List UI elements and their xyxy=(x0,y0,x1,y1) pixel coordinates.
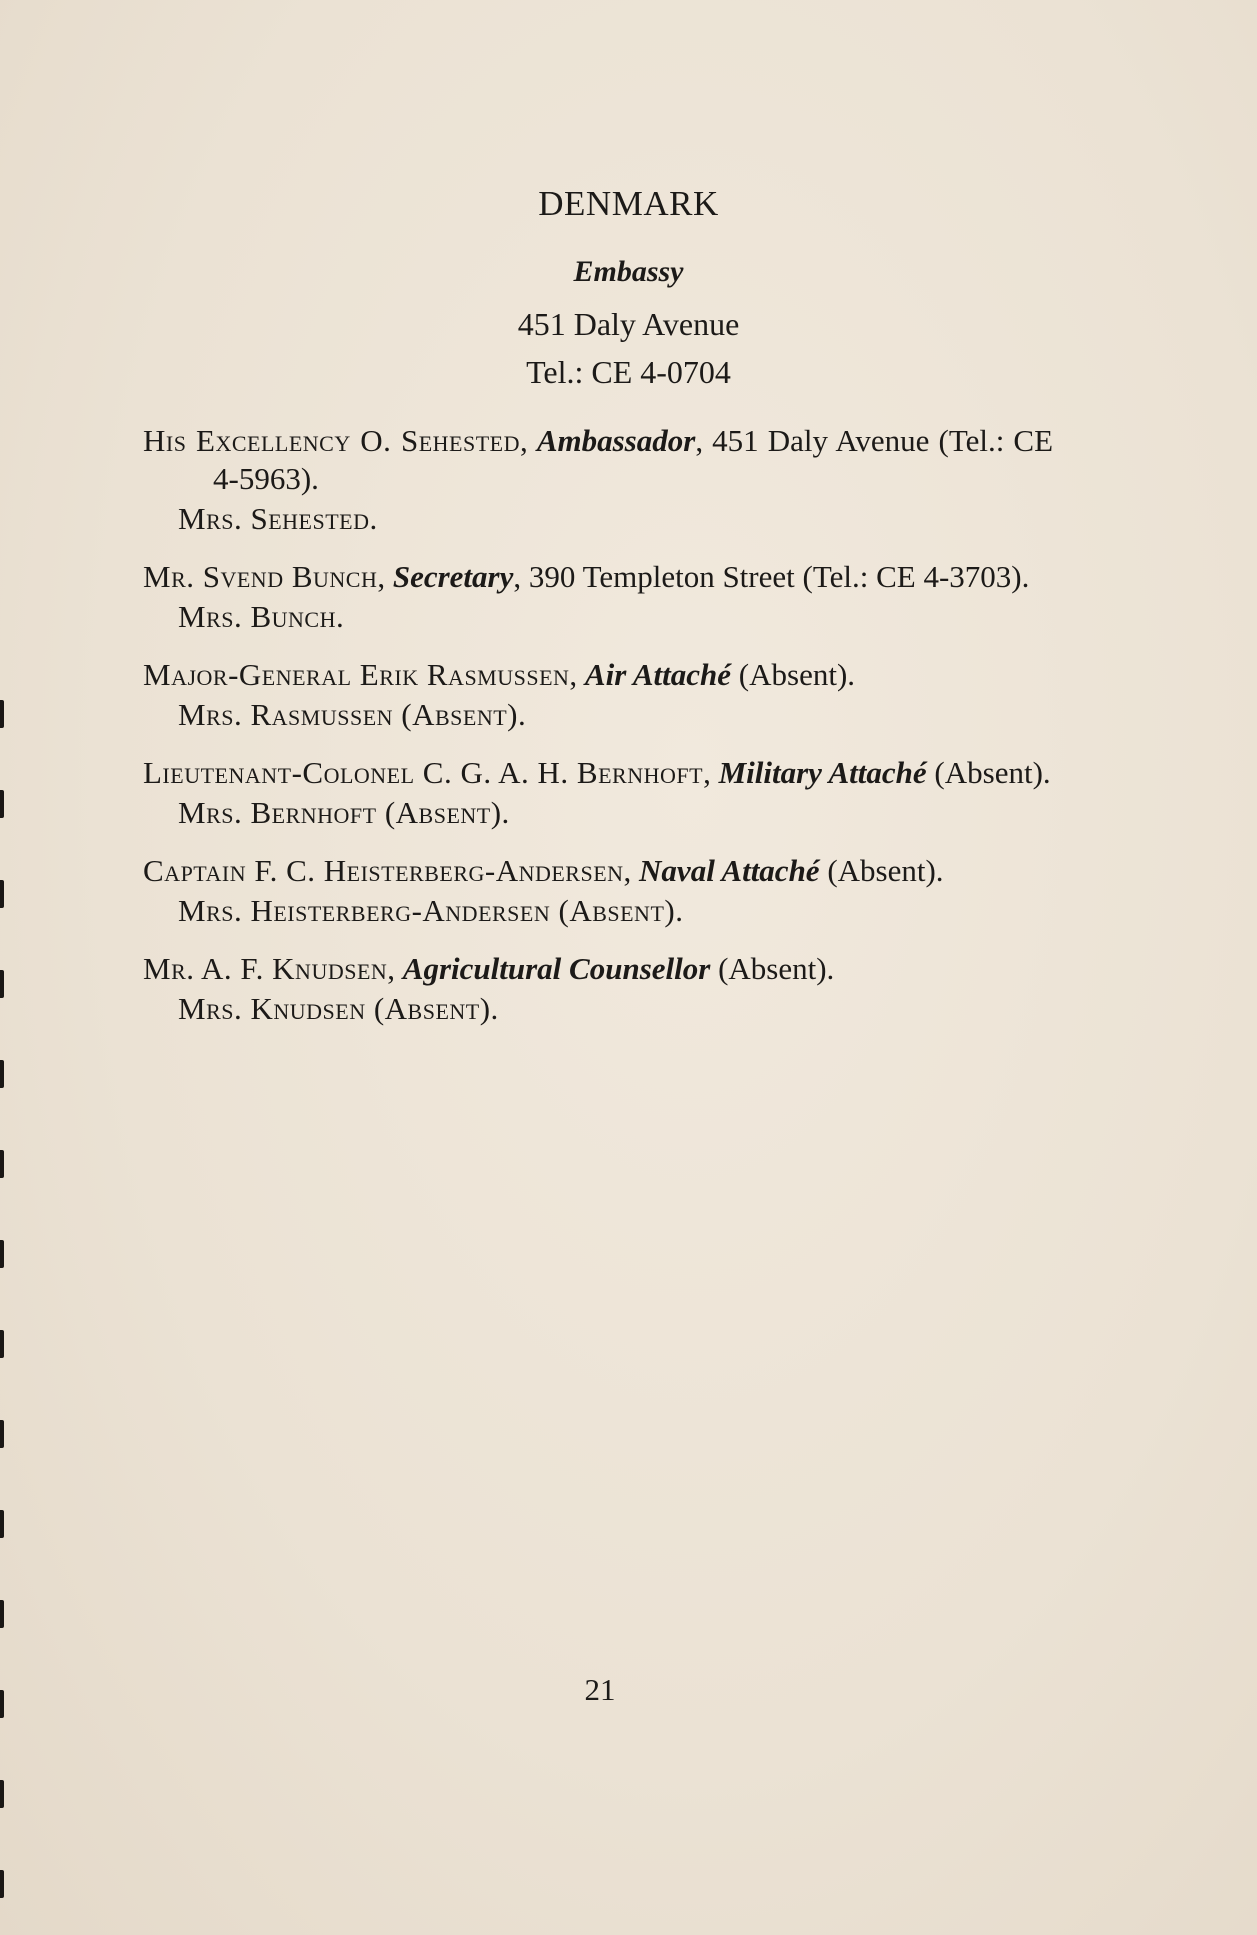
staff-spouse: Mrs. Rasmussen (Absent). xyxy=(178,697,527,732)
staff-main-line: Mr. Svend Bunch, Secretary, 390 Templeton Street (Tel.: CE 4-3703). xyxy=(143,559,1030,594)
staff-details: (Absent). xyxy=(718,951,835,986)
staff-main-line: Major-General Erik Rasmussen, Air Attaché (Absent). xyxy=(143,657,856,692)
staff-name: His Excellency O. Sehested xyxy=(143,423,520,458)
staff-name: Major-General Erik Rasmussen xyxy=(143,657,570,692)
binding-hole xyxy=(0,1060,4,1088)
binding-hole xyxy=(0,1240,4,1268)
spiral-binding xyxy=(0,0,8,1935)
staff-details: (Absent). xyxy=(934,755,1051,790)
staff-main-line: His Excellency O. Sehested, Ambassador, 451 Daly Avenue (Tel.: CE 4-5963). xyxy=(143,423,1054,496)
staff-entry xyxy=(143,852,1053,930)
staff-title: Air Attaché xyxy=(584,657,732,692)
staff-spouse: Mrs. Bunch. xyxy=(178,599,345,634)
staff-spouse: Mrs. Sehested. xyxy=(178,501,378,536)
binding-hole xyxy=(0,1330,4,1358)
staff-entry xyxy=(143,950,1053,1028)
staff-title: Military Attaché xyxy=(718,755,927,790)
page-number: 21 xyxy=(584,1672,616,1707)
binding-hole xyxy=(0,1150,4,1178)
staff-title: Agricultural Counsellor xyxy=(402,951,711,986)
binding-hole xyxy=(0,880,4,908)
staff-main-line: Mr. A. F. Knudsen, Agricultural Counsellor (Absent). xyxy=(143,951,835,986)
staff-details: (Absent). xyxy=(827,853,944,888)
staff-name: Mr. A. F. Knudsen xyxy=(143,951,388,986)
staff-entry xyxy=(143,754,1053,832)
staff-spouse: Mrs. Bernhoft (Absent). xyxy=(178,795,510,830)
staff-spouse: Mrs. Knudsen (Absent). xyxy=(178,991,499,1026)
office-address: 451 Daly Avenue xyxy=(517,306,740,342)
staff-title: Secretary xyxy=(392,559,514,594)
staff-entry xyxy=(143,422,1053,538)
staff-list xyxy=(143,422,1053,1048)
binding-hole xyxy=(0,1420,4,1448)
staff-entry xyxy=(143,558,1053,636)
binding-hole xyxy=(0,970,4,998)
staff-title: Ambassador xyxy=(536,423,696,458)
staff-details: (Absent). xyxy=(738,657,856,692)
binding-hole xyxy=(0,1870,4,1898)
binding-hole xyxy=(0,1600,4,1628)
office-heading: Embassy xyxy=(573,255,684,288)
staff-main-line: Lieutenant-Colonel C. G. A. H. Bernhoft, Military Attaché (Absent). xyxy=(143,755,1051,790)
binding-hole xyxy=(0,1510,4,1538)
staff-title: Naval Attaché xyxy=(639,853,820,888)
staff-name: Mr. Svend Bunch xyxy=(143,559,378,594)
office-telephone: Tel.: CE 4-0704 xyxy=(526,354,731,390)
staff-details: 390 Templeton Street (Tel.: CE 4-3703). xyxy=(528,559,1030,594)
staff-spouse: Mrs. Heisterberg-Andersen (Absent). xyxy=(178,893,684,928)
staff-entry xyxy=(143,656,1053,734)
binding-hole xyxy=(0,1780,4,1808)
binding-hole xyxy=(0,700,4,728)
staff-name: Captain F. C. Heisterberg-Andersen xyxy=(143,853,624,888)
staff-name: Lieutenant-Colonel C. G. A. H. Bernhoft xyxy=(143,755,704,790)
country-heading: DENMARK xyxy=(538,184,719,223)
staff-details: 451 Daly Avenue (Tel.: CE 4-5963). xyxy=(213,423,1054,496)
binding-hole xyxy=(0,790,4,818)
staff-main-line: Captain F. C. Heisterberg-Andersen, Naval Attaché (Absent). xyxy=(143,853,944,888)
